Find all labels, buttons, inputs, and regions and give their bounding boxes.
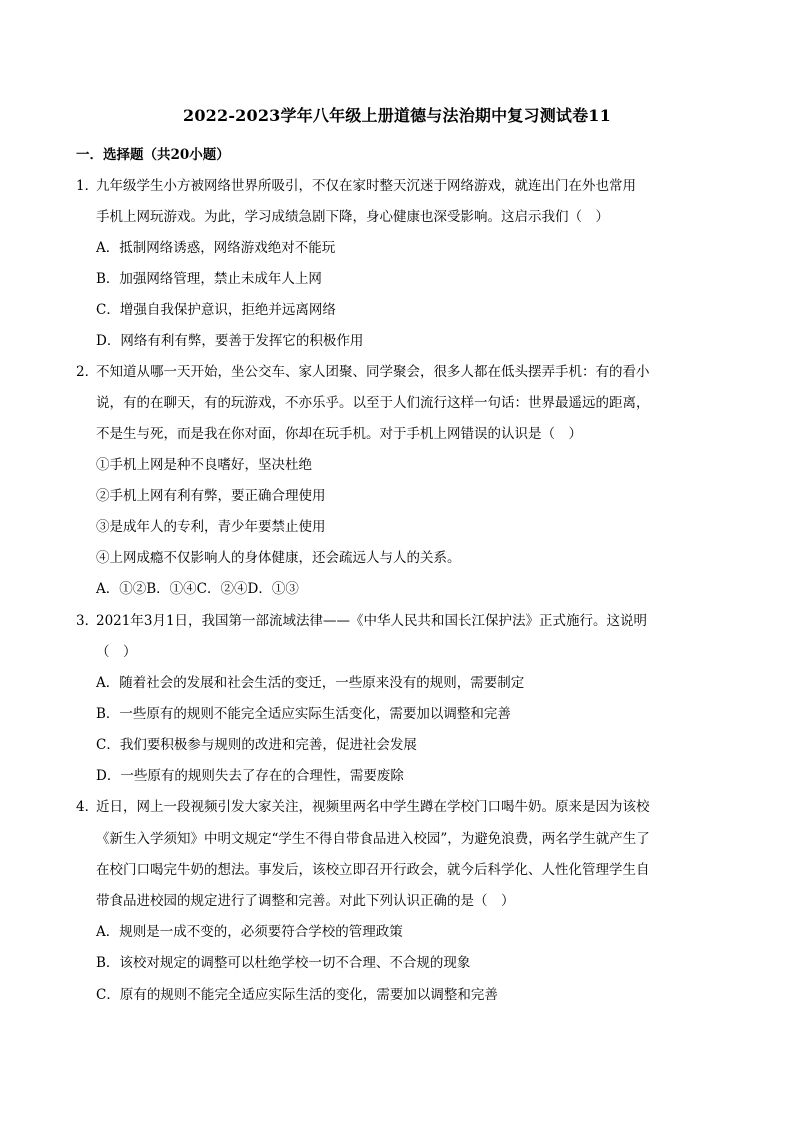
question-3-option-c[interactable]: C．我们要积极参与规则的改进和完善，促进社会发展 [96, 737, 417, 753]
question-2-statement-1: ①手机上网是种不良嗜好，坚决杜绝 [96, 457, 312, 473]
question-3-text-line-2: （ ） [96, 644, 137, 660]
question-2-text-line-3: 不是生与死，而是我在你对面，你却在玩手机。对于手机上网错误的认识是（ ） [96, 426, 582, 442]
question-3-number: 3． [76, 613, 99, 629]
question-3-text-line-1: 2021年3月1日，我国第一部流域法律——《中华人民共和国长江保护法》正式施行。这说明 [96, 613, 648, 629]
question-3-option-b[interactable]: B．一些原有的规则不能完全适应实际生活变化，需要加以调整和完善 [96, 706, 511, 722]
question-2-statement-4: ④上网成瘾不仅影响人的身体健康，还会疏远人与人的关系。 [96, 550, 461, 566]
question-1-text-line-1: 九年级学生小方被网络世界所吸引，不仅在家时整天沉迷于网络游戏，就连出门在外也常用 [96, 178, 636, 194]
question-2-text-line-2: 说，有的在聊天，有的玩游戏，不亦乐乎。以至于人们流行这样一句话：世界最遥远的距离， [96, 395, 650, 411]
question-4-text-line-4: 带食品进校园的规定进行了调整和完善。对此下列认识正确的是（ ） [96, 893, 515, 909]
question-1-option-b[interactable]: B．加强网络管理，禁止未成年人上网 [96, 271, 322, 287]
question-4-number: 4． [76, 799, 99, 815]
question-1-option-a[interactable]: A．抵制网络诱惑，网络游戏绝对不能玩 [96, 240, 336, 256]
question-4-text-line-1: 近日，网上一段视频引发大家关注，视频里两名中学生蹲在学校门口喝牛奶。原来是因为该校 [96, 799, 650, 815]
question-4-option-c[interactable]: C．原有的规则不能完全适应实际生活的变化，需要加以调整和完善 [96, 987, 498, 1003]
question-2-statement-3: ③是成年人的专利，青少年要禁止使用 [96, 519, 326, 535]
question-2-options[interactable]: A．①②B．①④C．②④D．①③ [96, 581, 299, 597]
question-1-number: 1． [76, 178, 99, 194]
section-heading: 一．选择题（共20小题） [76, 147, 230, 163]
question-1-text-line-2: 手机上网玩游戏。为此，学习成绩急剧下降，身心健康也深受影响。这启示我们（ ） [96, 209, 609, 225]
question-1-option-c[interactable]: C．增强自我保护意识，拒绝并远离网络 [96, 302, 336, 318]
question-4-text-line-2: 《新生入学须知》中明文规定“学生不得自带食品进入校园”，为避免浪费，两名学生就产生了 [96, 831, 650, 847]
question-4-text-line-3: 在校门口喝完牛奶的想法。事发后，该校立即召开行政会，就今后科学化、人性化管理学生自 [96, 862, 650, 878]
question-4-option-a[interactable]: A．规则是一成不变的，必须要符合学校的管理政策 [96, 924, 403, 940]
question-2-statement-2: ②手机上网有利有弊，要正确合理使用 [96, 488, 326, 504]
page-title: 2022-2023学年八年级上册道德与法治期中复习测试卷11 [183, 106, 611, 125]
question-2-text-line-1: 不知道从哪一天开始，坐公交车、家人团聚、同学聚会，很多人都在低头摆弄手机：有的看小 [96, 364, 650, 380]
question-3-option-d[interactable]: D．一些原有的规则失去了存在的合理性，需要废除 [96, 768, 404, 784]
question-1-option-d[interactable]: D．网络有利有弊，要善于发挥它的积极作用 [96, 333, 364, 349]
question-2-number: 2． [76, 364, 99, 380]
question-4-option-b[interactable]: B．该校对规定的调整可以杜绝学校一切不合理、不合规的现象 [96, 955, 471, 971]
question-3-option-a[interactable]: A．随着社会的发展和社会生活的变迁，一些原来没有的规则，需要制定 [96, 675, 525, 691]
